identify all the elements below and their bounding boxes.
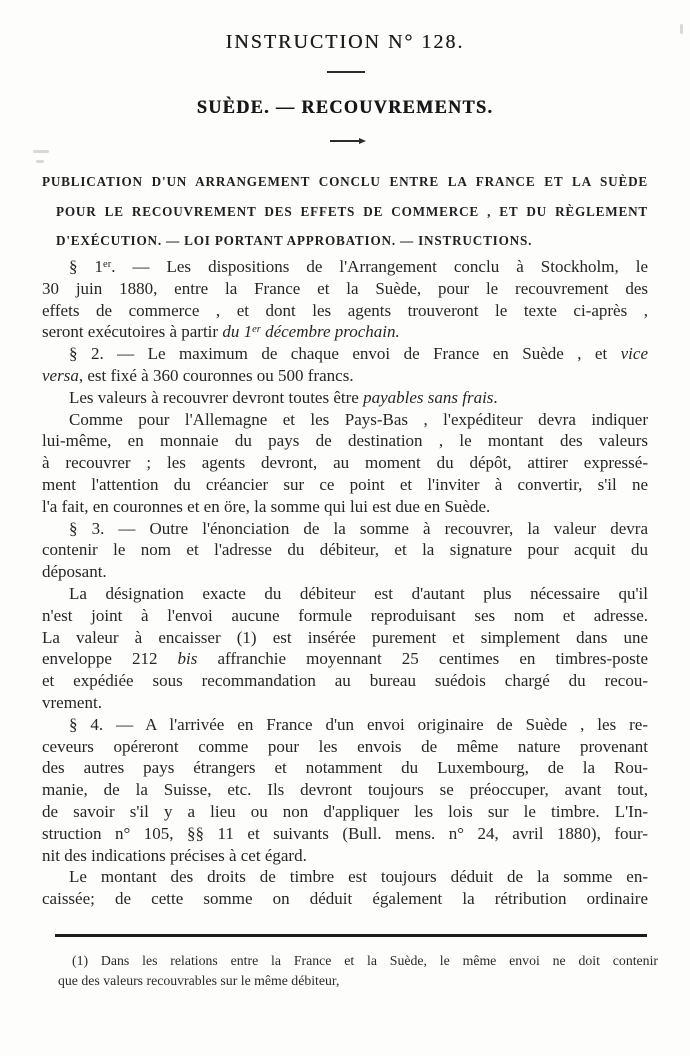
paragraph-section-4	[42, 714, 648, 867]
text-line: § 2. — Le maximum de chaque envoi de France en Suède , et vice	[69, 344, 648, 364]
footnote	[58, 951, 658, 990]
text-line: nit des indications précises à cet égard.	[42, 845, 307, 865]
summary-heading	[42, 167, 648, 256]
ornament-rule-icon	[327, 71, 365, 73]
text-line: La valeur à encaisser (1) est insérée purement et simplement dans une	[42, 627, 648, 647]
text-line: PUBLICATION D'UN ARRANGEMENT CONCLU ENTRE LA FRANCE ET LA SUÈDE	[42, 174, 648, 189]
paragraph-section-2-sans-frais	[42, 387, 648, 409]
paragraph-section-2-maximum	[42, 343, 648, 387]
page-title: INSTRUCTION N° 128.	[225, 31, 465, 53]
text-line: déposant.	[42, 562, 107, 582]
text-line: que des valeurs recouvrables sur le même débiteur,	[58, 972, 340, 988]
text-line: seront exécutoires à partir du 1er décembre prochain.	[42, 322, 400, 342]
paragraph-section-3	[42, 518, 648, 583]
document-body	[42, 256, 648, 910]
text-line: à recouvrer ; les agents devront, au moment du dépôt, attirer expressé-	[42, 453, 648, 473]
text-line: Comme pour l'Allemagne et les Pays-Bas , l'expéditeur devra indiquer	[69, 409, 648, 429]
paragraph-section-1	[42, 256, 648, 343]
text-line: des autres pays étrangers et notamment du Luxembourg, de la Rou-	[42, 758, 648, 778]
text-line: § 1er. — Les dispositions de l'Arrangement conclu à Stockholm, le	[69, 257, 648, 276]
text-line: l'a fait, en couronnes et en öre, la somme qui lui est due en Suède.	[42, 496, 491, 516]
text-line: lui-même, en monnaie du pays de destination , le montant des valeurs	[42, 431, 648, 451]
text-line: D'EXÉCUTION. — LOI PORTANT APPROBATION. — INSTRUCTIONS.	[56, 233, 533, 248]
text-line: ceveurs opéreront comme pour les envois de même nature provenant	[42, 736, 648, 756]
text-line: et expédiée sous recommandation au bureau suédois chargé du recou-	[42, 671, 648, 691]
text-line: (1) Dans les relations entre la France et la Suède, le même envoi ne doit contenir	[72, 953, 658, 968]
text-line: versa, est fixé à 360 couronnes ou 500 francs.	[42, 365, 354, 385]
paragraph-section-4-timbre	[42, 866, 648, 910]
scan-artifact	[33, 150, 49, 153]
text-line: effets de commerce , et dont les agents trouveront le texte ci-après ,	[42, 300, 648, 320]
paragraph-section-3-designation	[42, 583, 648, 714]
text-line: § 4. — A l'arrivée en France d'un envoi originaire de Suède , les re-	[69, 714, 648, 734]
text-line: enveloppe 212 bis affranchie moyennant 25 centimes en timbres-poste	[42, 649, 649, 669]
text-line: POUR LE RECOUVREMENT DES EFFETS DE COMMERCE , ET DU RÈGLEMENT	[56, 203, 648, 219]
text-line: ment l'attention du créancier sur ce point et l'inviter à convertir, s'il ne	[42, 474, 648, 494]
text-line: La désignation exacte du débiteur est d'autant plus nécessaire qu'il	[69, 583, 648, 603]
ornament-arrow-rule-icon	[330, 140, 360, 142]
text-line: 30 juin 1880, entre la France et la Suède, pour le recouvrement des	[42, 278, 648, 298]
footnote-separator-rule	[55, 934, 647, 937]
text-line: Le montant des droits de timbre est toujours déduit de la somme en-	[69, 867, 648, 887]
scan-artifact	[680, 24, 683, 34]
text-line: n'est joint à l'envoi aucune formule reproduisant ses nom et adresse.	[42, 605, 648, 625]
text-line: manie, de la Suisse, etc. Ils devront toujours se préoccuper, avant tout,	[42, 780, 648, 800]
arrowhead-icon	[359, 138, 366, 144]
text-line: vrement.	[42, 692, 102, 712]
text-line: contenir le nom et l'adresse du débiteur, et la signature pour acquit du	[42, 540, 648, 560]
text-line: de savoir s'il y a lieu ou non d'appliquer les lois sur le timbre. L'In-	[42, 801, 648, 821]
text-line: § 3. — Outre l'énonciation de la somme à recouvrer, la valeur devra	[69, 518, 648, 538]
text-line: Les valeurs à recouvrer devront toutes être payables sans frais.	[69, 387, 498, 407]
text-line: struction n° 105, §§ 11 et suivants (Bull. mens. n° 24, avril 1880), four-	[42, 823, 648, 843]
scan-artifact	[36, 160, 44, 163]
text-line: caissée; de cette somme on déduit également la rétribution ordinaire	[42, 889, 648, 909]
page-subtitle: SUÈDE. — RECOUVREMENTS.	[196, 97, 494, 118]
paragraph-section-2-monnaie	[42, 409, 648, 518]
